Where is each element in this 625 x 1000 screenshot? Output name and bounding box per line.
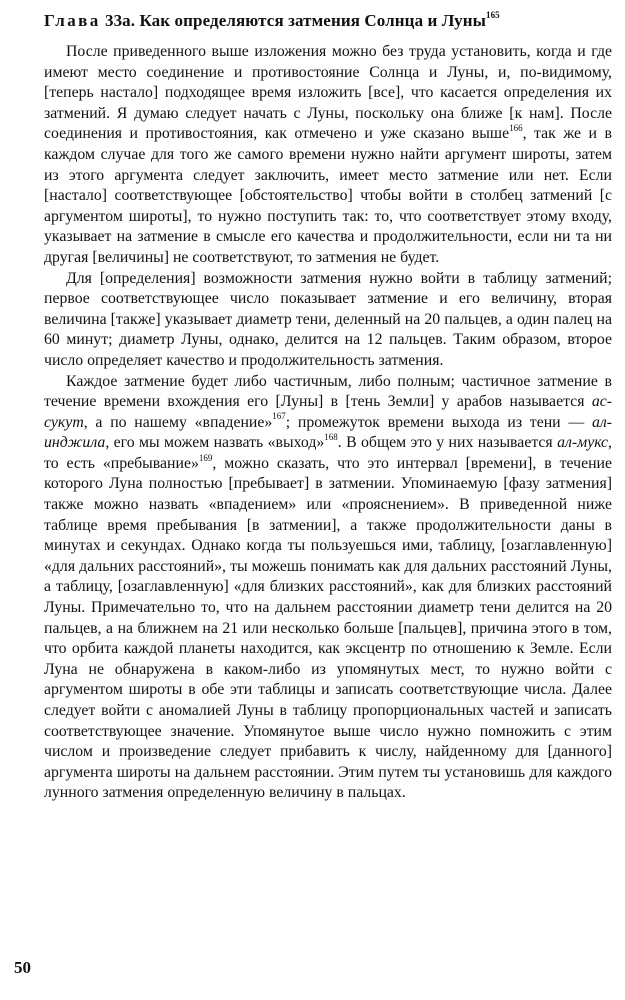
text-run: . В общем это у них называется [337, 434, 558, 452]
chapter-title-text: 33а. Как определяются затмения Солнца и Луны [100, 11, 486, 30]
text-run: , его мы можем назвать «выход» [105, 434, 325, 452]
footnote-ref: 167 [272, 411, 286, 422]
body-text [44, 42, 612, 804]
text-run: , а по нашему «впадение» [83, 413, 273, 431]
text-run: , так же и в каждом случае для того же самого времени нужно найти аргумент широты, затем из этого аргумента следует заключить, имеет место затмение или нет. Если [настало] соответствующее [обстоятельство] чтобы войти в столбец затмений [с аргументом широты], то нужно поступить так: то, что соответствует этому входу, указывает на затмение в смысле его качества и продолжительности, если ни та ни другая [величины] не соответствуют, то затмения не будет. [44, 125, 612, 266]
paragraph [44, 269, 612, 372]
text-run: После приведенного выше изложения можно без труда установить, когда и где имеют место соединение и противостояние Солнца и Луны, и, по-видимому, [теперь настало] подходящее время изложить [все], что касается определения их затмений. Я думаю следует начать с Луны, поскольку она ближе [к нам]. После соединения и противостояния, как отмечено и уже сказано выше [44, 43, 612, 143]
text-run: Каждое затмение будет либо частичным, либо полным; частичное затмение в течение времени вхождения его [Луны] в [тень Земли] у арабов называется [44, 372, 612, 411]
text-run: Для [определения] возможности затмения нужно войти в таблицу затмений; первое соответствующее число показывает затмение и его величину, вторая величина [также] указывает диаметр тени, деленный на 20 пальцев, а один палец на 60 минут; диаметр Луны, однако, делится на 12 пальцев. Таким образом, второе число определяет качество и продолжительность затмения. [44, 269, 612, 369]
footnote-ref: 168 [324, 432, 338, 443]
page-content [44, 10, 612, 804]
paragraph [44, 372, 612, 804]
footnote-ref: 169 [198, 452, 213, 463]
paragraph [44, 42, 612, 269]
footnote-ref: 166 [509, 123, 523, 134]
page-number: 50 [14, 958, 31, 977]
chapter-title [44, 10, 612, 32]
italic-term: ас-сукут [44, 393, 612, 431]
text-run: , то есть «пребывание» [44, 434, 612, 472]
italic-term: ал-инджила [44, 413, 612, 452]
text-run: , можно сказать, что это интервал [времени], в течение которого Луна полностью [пребывает] в затмении. Упоминаемую [фазу затмения] также можно назвать «впадением» или «прояснением». В приведенной ниже таблице время пребывания [в затмении], а также продолжительности даны в минутах и секундах. Однако когда ты пользуешься ими, таблицу, [озаглавленную] «для дальних расстояний», ты можешь понимать как для дальних расстояний Луны, а таблицу, [озаглавленную] «для близких расстояний», как для близких расстояний Луны. Примечательно то, что на дальнем расстоянии диаметр тени делится на 20 пальцев, а на ближнем на 21 или несколько больше [пальцев], причина этого в том, что орбита каждой планеты находится, как эксцентр по отношению к Земле. Если Луна не обнаружена в каком-либо из упомянутых мест, то нужно войти с аргументом широты в обе эти таблицы и записать соответствующие числа. Далее следует войти с аномалией Луны в таблицу пропорциональных частей и записать соответствующее значение. Упомянутое выше число нужно помножить с этим числом и произведение следует прибавить к числу, найденному для [данного] аргумента широты на дальнем расстоянии. Этим путем ты установишь для каждого лунного затмения определенную величину в пальцах. [44, 454, 612, 802]
italic-term: ал-мукс [557, 434, 609, 452]
chapter-title-prefix: Глава [44, 11, 101, 30]
chapter-title-footnote: 165 [485, 10, 500, 21]
text-run: ; промежуток времени выхода из тени — [285, 413, 592, 431]
